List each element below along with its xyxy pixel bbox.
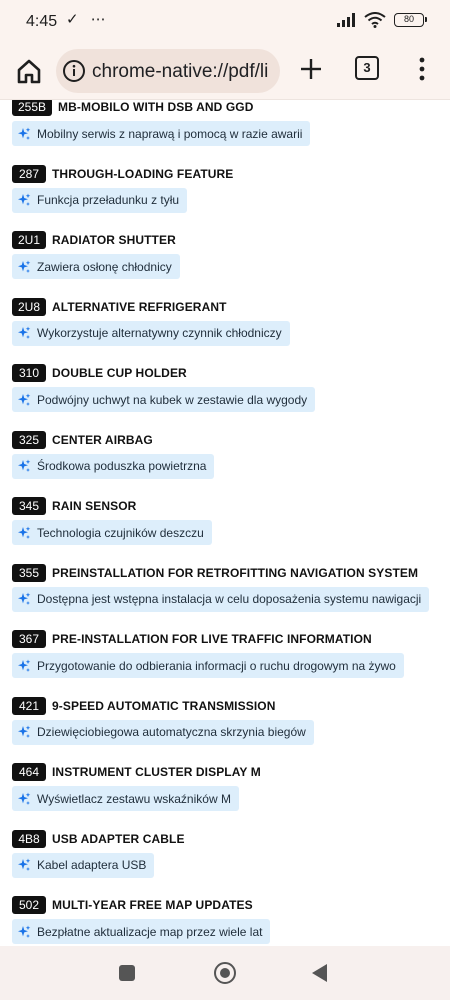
sparkle-icon [17, 792, 31, 806]
option-header [12, 697, 442, 715]
recents-icon[interactable] [119, 965, 135, 981]
sparkle-icon [17, 659, 31, 673]
address-bar[interactable] [56, 49, 280, 93]
option-item [12, 564, 442, 631]
option-code-badge: 2U1 [12, 231, 46, 249]
sparkle-icon [17, 592, 31, 606]
option-description [12, 587, 429, 612]
option-description-text: Technologia czujników deszczu [37, 525, 204, 540]
option-description [12, 520, 212, 545]
option-description [12, 653, 404, 678]
option-description-text: Dziewięciobiegowa automatyczna skrzynia biegów [37, 725, 306, 739]
option-code-badge: 2U8 [12, 298, 46, 316]
option-title: PREINSTALLATION FOR RETROFITTING NAVIGATION SYSTEM [52, 565, 419, 580]
option-code-badge: 367 [12, 630, 46, 648]
option-description [12, 254, 180, 279]
sparkle-icon [17, 260, 31, 274]
option-description [12, 121, 310, 146]
option-code-badge: 4B8 [12, 830, 46, 848]
option-code-badge: 287 [12, 165, 46, 183]
option-item [12, 630, 442, 697]
option-code-badge: 502 [12, 896, 46, 914]
more-menu-icon[interactable] [410, 54, 434, 84]
option-title: PRE-INSTALLATION FOR LIVE TRAFFIC INFORMATION [52, 632, 372, 646]
wifi-icon [364, 12, 386, 28]
option-header [12, 763, 442, 781]
option-header [12, 364, 442, 382]
option-description-text: Podwójny uchwyt na kubek w zestawie dla wygody [37, 392, 308, 407]
option-header [12, 630, 442, 648]
sparkle-icon [17, 925, 31, 939]
option-code-badge: 421 [12, 697, 46, 715]
url-text[interactable]: chrome-native://pdf/li [92, 61, 269, 82]
option-header [12, 830, 442, 848]
sparkle-icon [17, 127, 31, 141]
option-description-text: Kabel adaptera USB [37, 858, 147, 872]
option-description [12, 321, 290, 346]
option-header [12, 896, 442, 914]
option-item [12, 364, 442, 431]
tab-switcher-button[interactable]: 3 [355, 56, 379, 80]
option-code-badge: 355 [12, 564, 46, 582]
option-header [12, 165, 442, 183]
sparkle-icon [17, 193, 31, 207]
system-nav-bar [0, 946, 450, 1000]
sparkle-icon [17, 526, 31, 540]
option-item [12, 896, 442, 946]
option-description [12, 786, 239, 811]
status-time: 4:45 [26, 13, 58, 30]
option-code-badge: 345 [12, 497, 46, 515]
option-description-text: Wykorzystuje alternatywny czynnik chłodniczy [37, 326, 282, 340]
browser-toolbar [0, 44, 450, 100]
sparkle-icon [17, 393, 31, 407]
option-description [12, 188, 187, 213]
option-title: ALTERNATIVE REFRIGERANT [52, 299, 227, 314]
notification-icons: ✓ ⋯ [66, 11, 110, 28]
option-description-text: Funkcja przeładunku z tyłu [37, 193, 180, 207]
option-item [12, 100, 442, 165]
option-header [12, 431, 442, 449]
option-item [12, 763, 442, 830]
back-icon[interactable] [312, 964, 327, 982]
option-title: INSTRUMENT CLUSTER DISPLAY M [52, 765, 261, 779]
option-title: DOUBLE CUP HOLDER [52, 366, 187, 380]
option-description [12, 387, 315, 412]
option-title: CENTER AIRBAG [52, 432, 153, 447]
sparkle-icon [17, 459, 31, 473]
new-tab-icon[interactable] [296, 54, 326, 84]
sparkle-icon [17, 725, 31, 739]
option-item [12, 431, 442, 498]
option-header [12, 100, 442, 116]
option-description-text: Środkowa poduszka powietrzna [37, 459, 207, 473]
option-header [12, 564, 442, 582]
option-item [12, 298, 442, 365]
battery-icon: 80 [394, 13, 424, 27]
option-description-text: Wyświetlacz zestawu wskaźników M [37, 791, 231, 806]
option-title: RAIN SENSOR [52, 499, 137, 513]
home-nav-icon[interactable] [214, 962, 236, 984]
signal-icon [336, 12, 356, 28]
option-description-text: Mobilny serwis z naprawą i pomocą w razie awarii [37, 126, 303, 141]
option-description-text: Dostępna jest wstępna instalacja w celu doposażenia systemu nawigacji [37, 592, 422, 606]
option-header [12, 497, 442, 515]
option-header [12, 298, 442, 316]
option-code-badge: 325 [12, 431, 46, 449]
info-icon[interactable] [62, 59, 86, 83]
option-header [12, 231, 442, 249]
option-title: MB-MOBILO WITH DSB AND GGD [58, 100, 254, 114]
option-item [12, 830, 442, 897]
option-description [12, 720, 314, 745]
option-item [12, 697, 442, 764]
option-title: USB ADAPTER CABLE [52, 831, 185, 846]
option-description-text: Przygotowanie do odbierania informacji o ruchu drogowym na żywo [37, 658, 396, 673]
option-code-badge: 255B [12, 100, 52, 116]
sparkle-icon [17, 326, 31, 340]
status-right-icons [336, 12, 424, 28]
option-code-badge: 464 [12, 763, 46, 781]
option-description [12, 853, 154, 878]
option-item [12, 497, 442, 564]
pdf-content[interactable] [0, 100, 450, 946]
option-item [12, 231, 442, 298]
home-icon[interactable] [12, 54, 46, 88]
sparkle-icon [17, 858, 31, 872]
option-description-text: Bezpłatne aktualizacje map przez wiele lat [37, 924, 263, 939]
option-title: 9-SPEED AUTOMATIC TRANSMISSION [52, 698, 276, 713]
option-title: RADIATOR SHUTTER [52, 233, 176, 247]
option-code-badge: 310 [12, 364, 46, 382]
option-description-text: Zawiera osłonę chłodnicy [37, 259, 172, 274]
option-description [12, 919, 270, 944]
option-item [12, 165, 442, 232]
option-title: MULTI-YEAR FREE MAP UPDATES [52, 898, 253, 912]
option-description [12, 454, 214, 479]
status-bar [0, 0, 450, 44]
option-title: THROUGH-LOADING FEATURE [52, 166, 234, 181]
